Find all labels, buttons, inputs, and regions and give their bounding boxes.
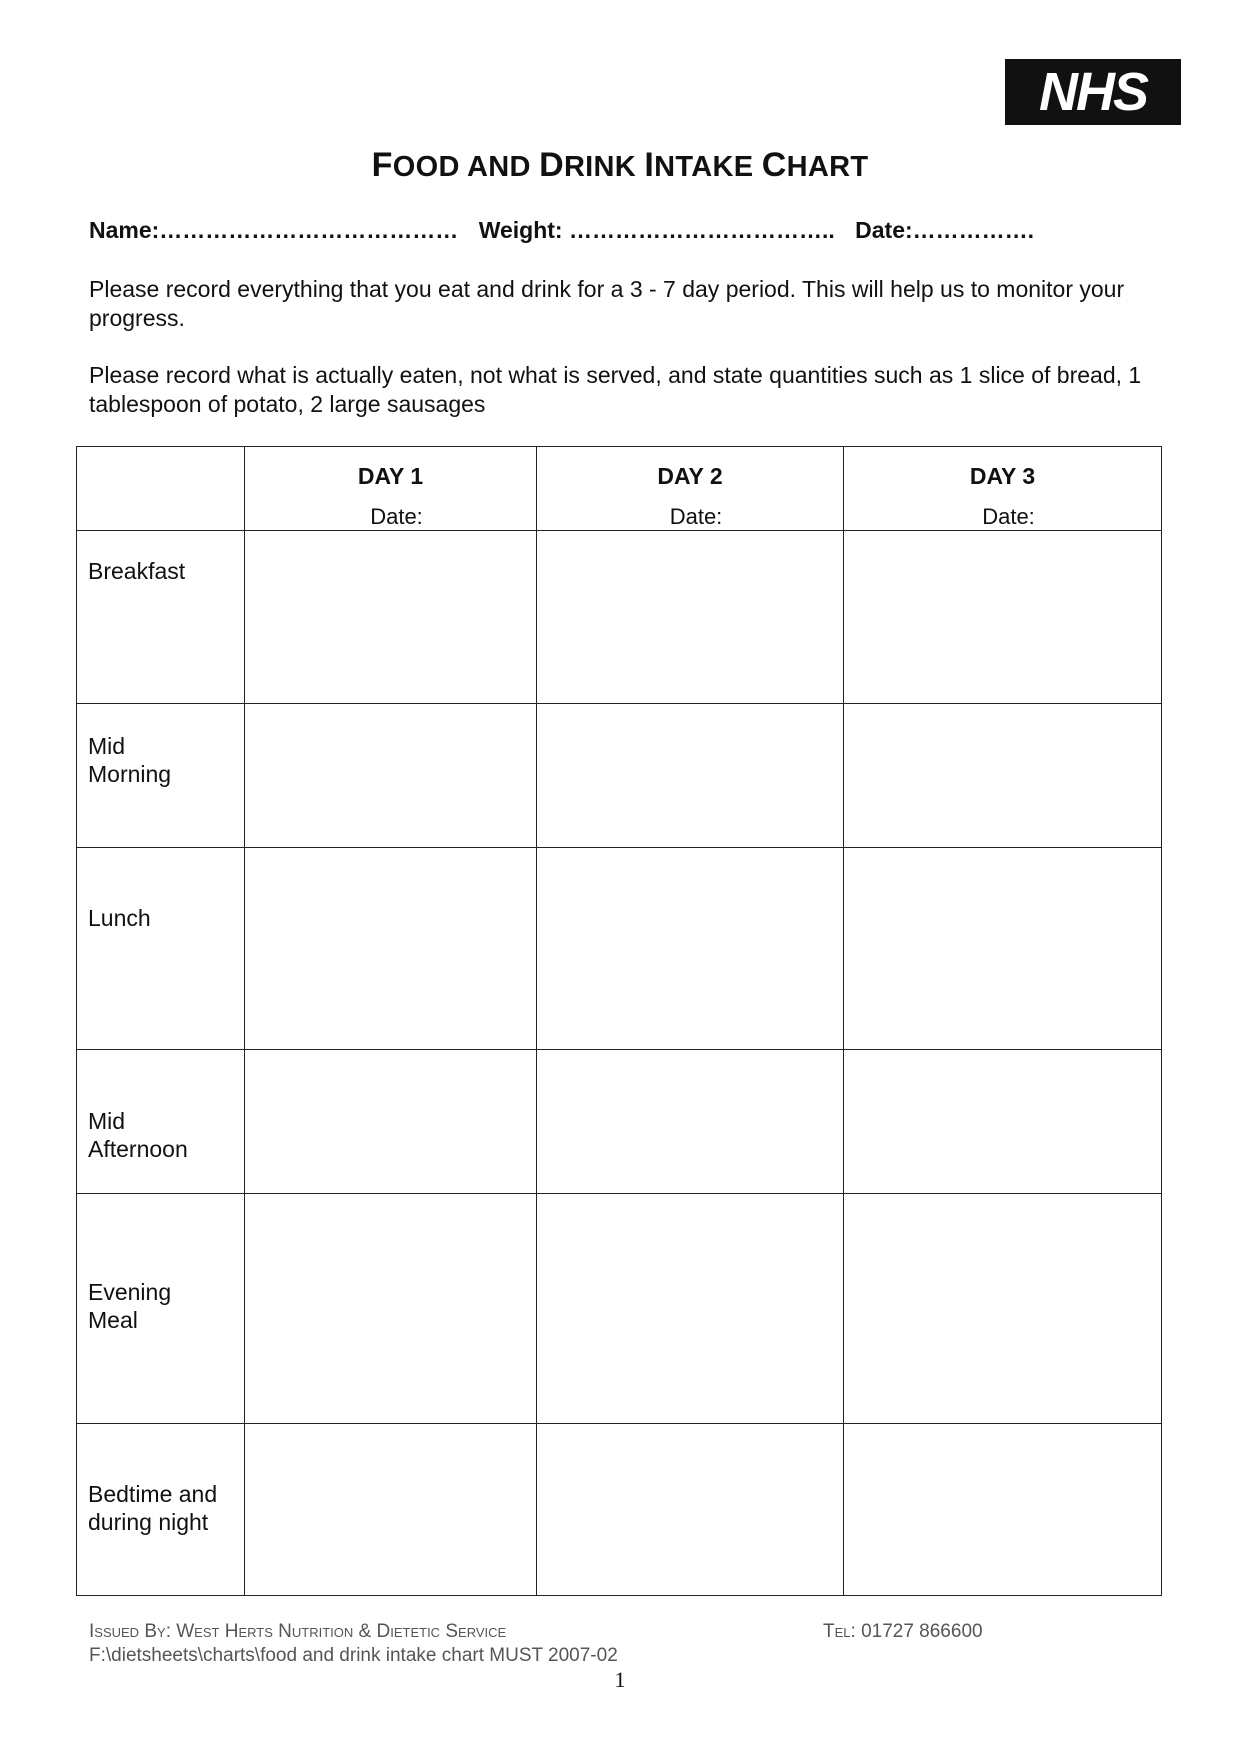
row-label-bedtime [77,1424,245,1596]
entry-cell-day-1[interactable] [245,848,537,1050]
row-label-line: Meal [88,1307,138,1333]
table-row-mid-afternoon [77,1050,1162,1194]
row-label-line: Mid [88,733,126,759]
file-path-text: F:\dietsheets\charts\food and drink intake chart MUST 2007-02 [89,1645,618,1666]
row-label-line: Bedtime and [88,1481,218,1507]
entry-cell-day-3[interactable] [844,1194,1162,1424]
entry-cell-day-1[interactable] [245,1050,537,1194]
entry-cell-day-2[interactable] [537,1424,844,1596]
intake-table [76,446,1162,1596]
title-word-4-rest: HART [786,151,869,183]
entry-cell-day-3[interactable] [844,531,1162,704]
date-field[interactable]: Date:……………. [855,217,1035,243]
entry-cell-day-3[interactable] [844,1050,1162,1194]
row-label-line: Lunch [88,905,151,931]
day-1-header [245,447,537,531]
nhs-logo-graphic [1011,63,1175,121]
title-word-2-initial: D [539,146,564,184]
table-row-bedtime [77,1424,1162,1596]
entry-cell-day-1[interactable] [245,1194,537,1424]
day-label: DAY 3 [969,463,1036,489]
entry-cell-day-2[interactable] [537,1050,844,1194]
nhs-logo [1005,59,1181,125]
title-word-1-initial: F [371,146,393,184]
row-label-line: Breakfast [88,558,186,584]
entry-cell-day-2[interactable] [537,1194,844,1424]
day-label: DAY 2 [657,463,723,489]
entry-cell-day-3[interactable] [844,1424,1162,1596]
telephone-text: Tel: 01727 866600 [823,1621,983,1642]
title-word-and: AND [466,151,531,183]
day-date-field[interactable]: Date: [982,504,1035,529]
entry-cell-day-1[interactable] [245,1424,537,1596]
header-fields [89,217,1048,244]
entry-cell-day-1[interactable] [245,704,537,848]
entry-cell-day-3[interactable] [844,848,1162,1050]
title-word-3-initial: I [644,146,655,184]
row-label-line: Evening [88,1279,172,1305]
row-label-line: during night [88,1509,209,1535]
title-word-2-rest: RINK [563,151,637,183]
table-row-mid-morning [77,704,1162,848]
entry-cell-day-1[interactable] [245,531,537,704]
name-field[interactable]: Name:………………………………… [89,217,459,243]
row-label-breakfast [77,531,245,704]
entry-cell-day-2[interactable] [537,848,844,1050]
day-3-header [844,447,1162,531]
day-date-field[interactable]: Date: [370,504,423,529]
title-word-4-initial: C [761,146,787,184]
row-label-line: Mid [88,1108,126,1134]
day-date-field[interactable]: Date: [669,504,723,529]
row-label-mid-afternoon [77,1050,245,1194]
table-row-lunch [77,848,1162,1050]
title-word-3-rest: NTAKE [654,151,754,183]
entry-cell-day-2[interactable] [537,531,844,704]
row-label-mid-morning [77,704,245,848]
issued-by-text: Issued By: West Herts Nutrition & Dietetic Service [89,1621,507,1642]
page-number: 1 [614,1667,626,1692]
row-label-lunch [77,848,245,1050]
instructions-paragraph-1: Please record everything that you eat and drink for a 3 - 7 day period. This will help us to monitor your progress. [89,276,1125,331]
nhs-logo-text: NHS [1038,63,1148,121]
day-2-header [537,447,844,531]
row-label-evening-meal [77,1194,245,1424]
day-label: DAY 1 [357,463,424,489]
instructions-paragraph-2: Please record what is actually eaten, not what is served, and state quantities such as 1 slice of bread, 1 tablespoon of potato, 2 large sausages [89,362,1142,417]
weight-field[interactable]: Weight: …………………………….. [478,217,835,243]
row-label-line: Afternoon [88,1136,188,1162]
table-row-breakfast [77,531,1162,704]
footer [89,1620,1119,1668]
row-label-line: Morning [88,761,172,787]
entry-cell-day-2[interactable] [537,704,844,848]
page-title [0,146,1240,185]
table-header-row [77,447,1162,531]
entry-cell-day-3[interactable] [844,704,1162,848]
title-word-1-rest: OOD [392,151,460,183]
header-blank-cell [77,447,245,531]
table-row-evening-meal [77,1194,1162,1424]
